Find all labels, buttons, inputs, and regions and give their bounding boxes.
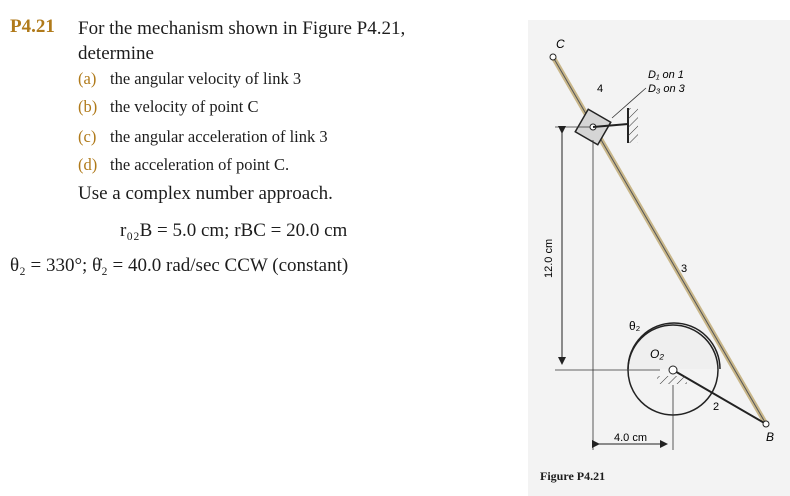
point-c xyxy=(550,54,556,60)
stem-line-1: For the mechanism shown in Figure P4.21, xyxy=(78,18,406,39)
part-c-text: the angular acceleration of link 3 xyxy=(110,127,328,146)
pivot-o2 xyxy=(669,366,677,374)
label-link-2: 2 xyxy=(713,401,720,413)
part-d-text: the acceleration of point C. xyxy=(110,155,290,174)
part-a-text: the angular velocity of link 3 xyxy=(110,69,302,88)
stem-line-2: determine xyxy=(78,43,154,64)
part-c-label: (c) xyxy=(78,127,97,146)
label-d3: D₃ on 3 xyxy=(648,83,685,95)
ground-hatch-bottom xyxy=(657,376,687,384)
crank-disc-upper xyxy=(628,323,720,369)
figure-caption: Figure P4.21 xyxy=(540,469,606,483)
given-lengths: r₀₂B = 5.0 cm; rBC = 20.0 cm xyxy=(120,220,348,241)
problem-number: P4.21 xyxy=(10,16,55,37)
ground-hatch-top xyxy=(628,108,638,143)
point-b xyxy=(763,421,769,427)
label-d1: D₁ on 1 xyxy=(648,69,684,81)
label-theta2: θ₂ xyxy=(629,319,641,333)
label-b: B xyxy=(766,430,775,444)
label-dim-height: 12.0 cm xyxy=(543,238,555,278)
label-dim-offset: 4.0 cm xyxy=(614,432,648,444)
label-c: C xyxy=(556,37,565,51)
instruction: Use a complex number approach. xyxy=(78,183,333,204)
part-a-label: (a) xyxy=(78,69,97,88)
given-angles: θ₂ = 330°; θ̇₂ = 40.0 rad/sec CCW (constant) xyxy=(10,255,349,276)
label-link-3: 3 xyxy=(681,263,688,275)
part-d-label: (d) xyxy=(78,155,98,174)
part-b-label: (b) xyxy=(78,97,98,116)
label-o2: O₂ xyxy=(650,347,664,361)
label-link-4: 4 xyxy=(597,83,604,95)
part-b-text: the velocity of point C xyxy=(110,97,259,116)
